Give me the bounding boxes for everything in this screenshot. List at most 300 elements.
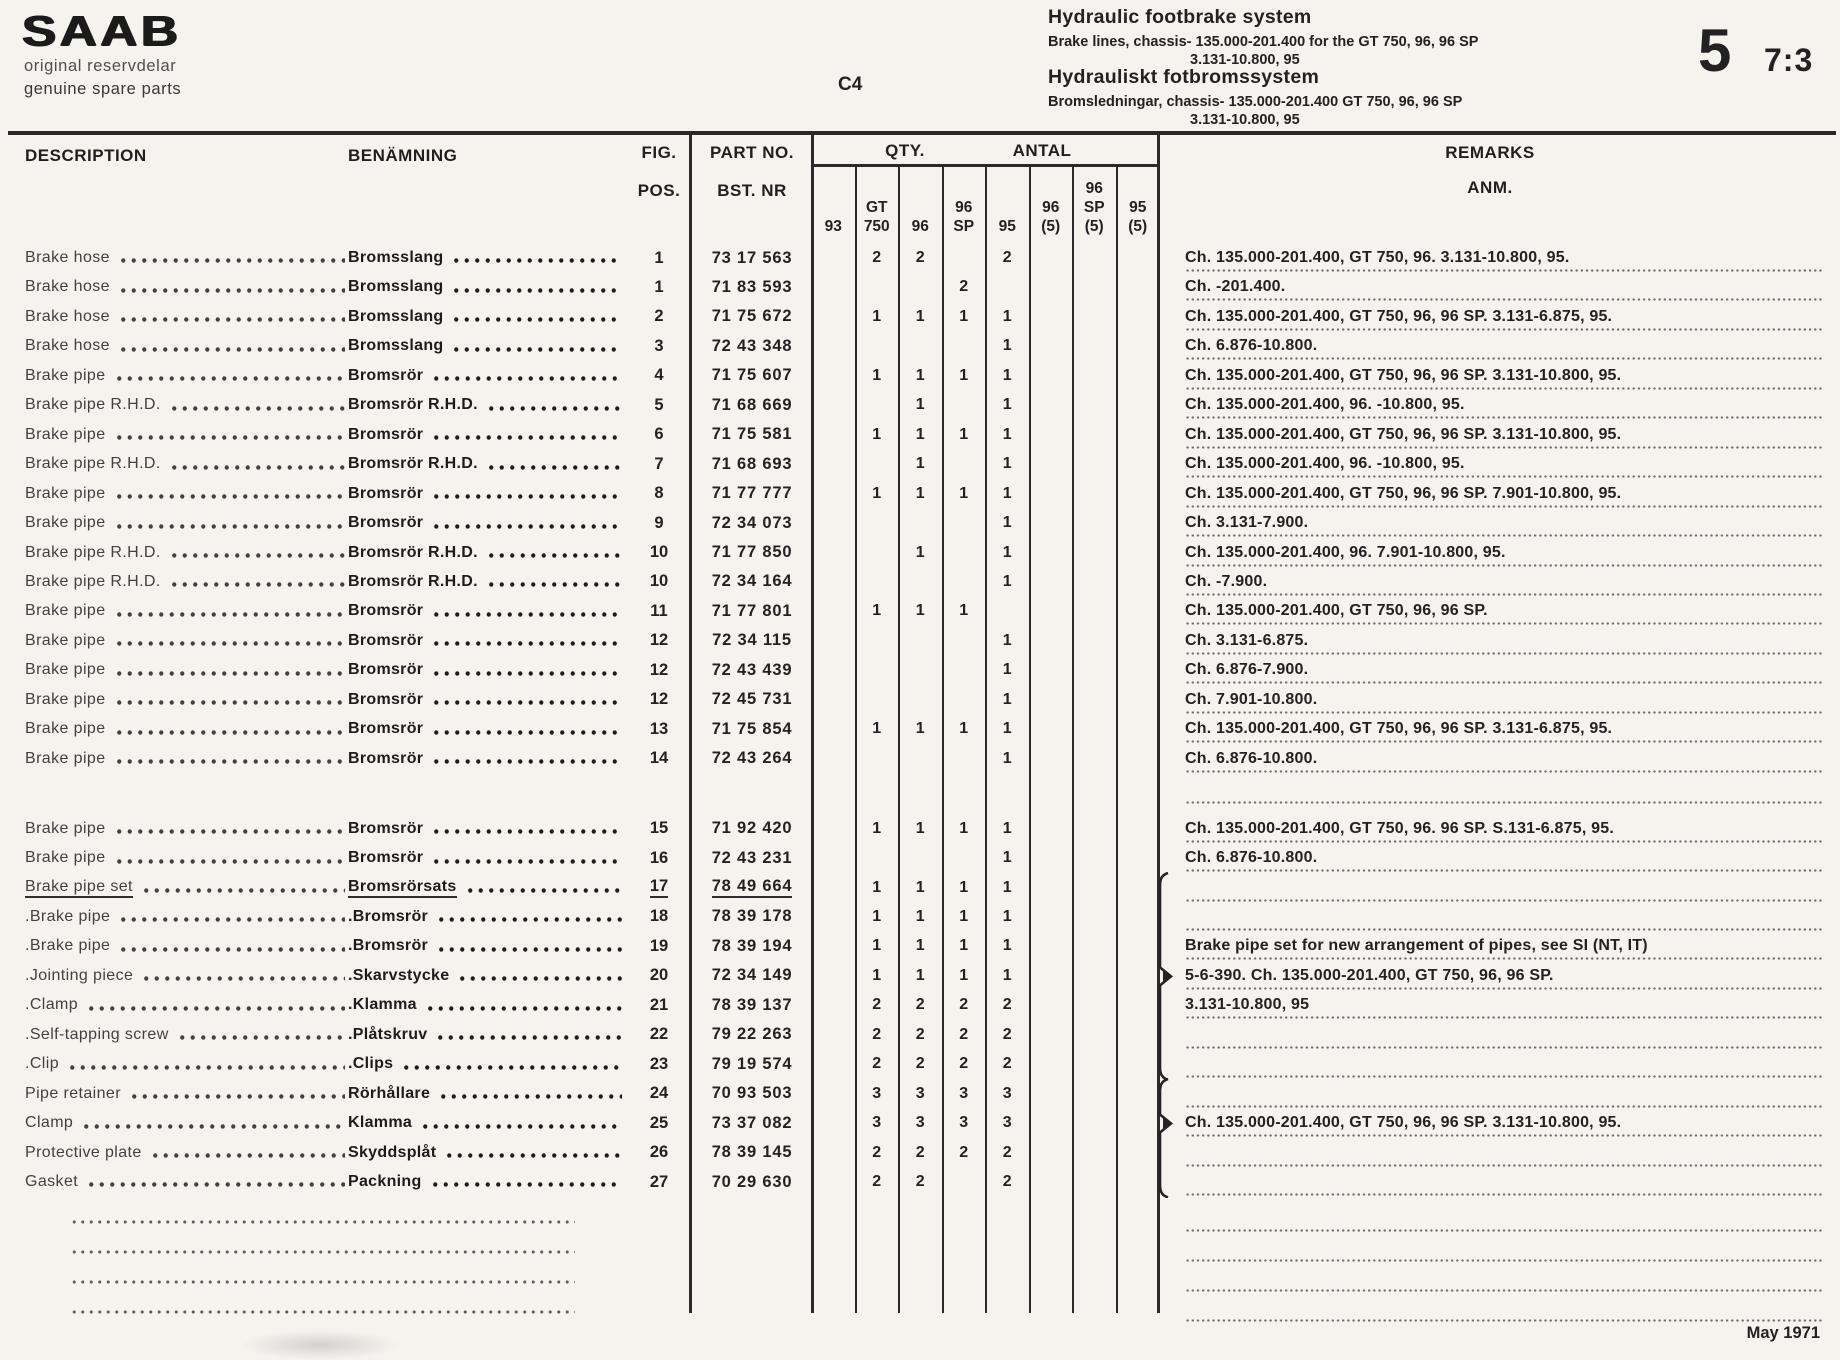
qty-cell (1029, 814, 1073, 844)
qty-cell (1029, 361, 1073, 391)
qty-cell: 1 (1002, 720, 1012, 738)
part-no-cell-text: 72 34 149 (711, 966, 793, 985)
qty-cell (1073, 961, 1117, 991)
remarks-cell: Ch. -201.400. (1185, 278, 1286, 296)
benamning-cell (348, 843, 624, 873)
fig-pos-cell-text: 23 (649, 1054, 669, 1073)
fig-pos-cell (630, 331, 688, 361)
fig-pos-cell-text: 9 (654, 513, 664, 532)
qty-cell: 1 (1002, 543, 1012, 561)
qty-cell (812, 873, 856, 903)
section-number: 5 (1698, 17, 1732, 84)
remarks-cell: Ch. 135.000-201.400, GT 750, 96, 96 SP. (1185, 602, 1488, 620)
header-anm: ANM. (1467, 178, 1513, 197)
description-cell (25, 449, 347, 479)
remarks-brace (1152, 1078, 1182, 1198)
qty-col-header-line: GT (865, 199, 888, 216)
qty-cell (1029, 479, 1073, 509)
qty-cell (1073, 1138, 1117, 1168)
fig-pos-cell (630, 814, 688, 844)
leader-dots (486, 538, 622, 568)
subtitle-english-2: 3.131-10.800, 95 (1190, 52, 1300, 68)
remarks-cell: Ch. 135.000-201.400, GT 750, 96, 96 SP. 7.901-10.800, 95. (1185, 484, 1622, 502)
leader-dots (431, 508, 622, 538)
qty-cell: 1 (872, 819, 882, 837)
qty-cell: 1 (872, 307, 882, 325)
leader-dots (435, 1020, 622, 1050)
qty-cell (1073, 331, 1117, 361)
fig-pos-cell-text: 4 (654, 366, 664, 385)
qty-cell: 1 (872, 425, 882, 443)
fig-pos-cell-text: 15 (649, 819, 669, 838)
qty-cell: 2 (915, 1055, 925, 1073)
benamning-cell (348, 873, 624, 903)
qty-cell: 3 (959, 1084, 969, 1102)
qty-cell: 2 (1002, 1025, 1012, 1043)
remarks-cell: Ch. 7.901-10.800. (1185, 690, 1318, 708)
leader-dots (67, 1049, 345, 1079)
benamning-cell-text: Bromsslang (348, 337, 444, 355)
leader-dots (451, 302, 622, 332)
fig-pos-cell-text: 2 (654, 307, 664, 326)
fig-pos-cell (630, 420, 688, 450)
benamning-cell-text: Packning (348, 1173, 422, 1190)
qty-cell: 1 (915, 966, 925, 984)
qty-cell (1073, 1049, 1117, 1079)
benamning-cell (348, 449, 624, 479)
benamning-cell (348, 744, 624, 774)
leader-dots (431, 714, 622, 744)
qty-cell (855, 538, 899, 568)
remarks-rule (1185, 769, 1823, 774)
benamning-cell (348, 508, 624, 538)
benamning-cell-text: Bromsrör R.H.D. (348, 455, 478, 473)
qty-cell: 1 (1002, 907, 1012, 925)
description-cell (25, 243, 347, 273)
empty-row (0, 1263, 1840, 1293)
description-cell-text: Gasket (25, 1173, 79, 1190)
qty-cell (1073, 902, 1117, 932)
part-no-cell (692, 626, 812, 656)
leader-dots (436, 931, 622, 961)
benamning-cell-text: Bromsrör R.H.D. (348, 543, 478, 561)
qty-cell: 1 (959, 878, 969, 896)
qty-cell: 2 (915, 1173, 925, 1190)
qty-cell (1073, 567, 1117, 597)
part-no-cell (692, 1108, 812, 1138)
qty-cell (812, 538, 856, 568)
empty-row-dots (70, 1219, 575, 1225)
table-row (0, 843, 1840, 873)
part-no-cell-text: 73 37 082 (711, 1113, 793, 1132)
qty-cell (1073, 390, 1117, 420)
fig-pos-cell (630, 744, 688, 774)
part-no-cell-text: 71 77 801 (711, 601, 793, 620)
benamning-cell-text: Bromsrör (348, 720, 424, 738)
description-cell-text: Brake pipe (25, 631, 106, 649)
header-benamning: BENÄMNING (348, 146, 458, 165)
fig-pos-cell-text: 14 (649, 749, 669, 768)
qty-cell (812, 1167, 856, 1197)
qty-cell (1116, 508, 1160, 538)
fig-pos-cell (630, 1049, 688, 1079)
qty-col-header-line: (5) (1041, 218, 1061, 235)
leader-dots (486, 390, 622, 420)
fig-pos-cell (630, 990, 688, 1020)
qty-cell: 2 (959, 996, 969, 1014)
benamning-cell-text: Bromsslang (348, 249, 444, 266)
qty-cell (942, 655, 986, 685)
qty-cell: 1 (1002, 878, 1012, 896)
description-cell (25, 626, 347, 656)
scan-smudge (240, 1330, 400, 1360)
fig-pos-cell (630, 626, 688, 656)
benamning-cell (348, 961, 624, 991)
benamning-cell (348, 390, 624, 420)
qty-cell (855, 508, 899, 538)
table-row (0, 1020, 1840, 1050)
qty-cell: 1 (872, 602, 882, 620)
part-no-cell-text: 72 34 164 (711, 572, 793, 591)
qty-cell: 2 (959, 278, 969, 296)
table-row (0, 449, 1840, 479)
qty-cell (1029, 272, 1073, 302)
benamning-cell (348, 1167, 624, 1197)
qty-cell: 3 (1002, 1084, 1012, 1102)
fig-pos-cell-text: 18 (649, 907, 669, 926)
fig-pos-cell (630, 931, 688, 961)
qty-cell (942, 538, 986, 568)
qty-cell (812, 567, 856, 597)
qty-cell (855, 390, 899, 420)
qty-cell (1073, 873, 1117, 903)
part-no-cell-text: 72 43 264 (711, 749, 793, 768)
qty-cell (1073, 1167, 1117, 1197)
qty-cell: 1 (959, 366, 969, 384)
description-cell (25, 843, 347, 873)
benamning-cell (348, 272, 624, 302)
table-row (0, 1049, 1840, 1079)
part-no-cell-text: 72 43 231 (711, 848, 793, 867)
part-no-cell-text: 79 19 574 (711, 1054, 793, 1073)
benamning-cell-text: Bromsrör (348, 661, 424, 679)
qty-cell (899, 843, 943, 873)
description-cell (25, 902, 347, 932)
fig-pos-cell (630, 479, 688, 509)
qty-cell (899, 626, 943, 656)
qty-cell (942, 626, 986, 656)
part-no-cell (692, 902, 812, 932)
qty-cell: 1 (959, 307, 969, 325)
leader-dots (444, 1138, 622, 1168)
qty-cell: 1 (915, 307, 925, 325)
description-cell-text: Pipe retainer (25, 1084, 121, 1102)
table-row (0, 420, 1840, 450)
description-cell-text: Brake pipe (25, 690, 106, 708)
benamning-cell-text: Bromsrör (348, 425, 424, 443)
page-reference: 7:3 (1764, 42, 1814, 78)
qty-cell (1116, 596, 1160, 626)
description-cell-text: Brake pipe (25, 514, 106, 532)
qty-col-header-line: (5) (1084, 218, 1104, 235)
qty-cell (1029, 390, 1073, 420)
fig-pos-cell-text: 12 (649, 631, 669, 650)
fig-pos-cell-text: 17 (650, 877, 668, 898)
title-english: Hydraulic footbrake system (1048, 6, 1312, 28)
qty-cell (1029, 873, 1073, 903)
benamning-cell-text: Bromsrör (348, 631, 424, 649)
description-cell-text: .Self-tapping screw (25, 1025, 169, 1043)
qty-col-header-line: 96 (1042, 199, 1060, 216)
qty-cell (1073, 361, 1117, 391)
leader-dots (114, 626, 346, 656)
qty-cell: 2 (872, 996, 882, 1014)
qty-col-header (986, 166, 1030, 236)
qty-cell (1073, 744, 1117, 774)
part-no-cell-text: 71 75 607 (711, 366, 793, 385)
qty-cell (942, 843, 986, 873)
table-row (0, 331, 1840, 361)
benamning-cell-text: Bromsrör (348, 514, 424, 532)
remarks-cell: Ch. 135.000-201.400, GT 750, 96, 96 SP. 3.131-10.800, 95. (1185, 366, 1622, 384)
remarks-cell: Brake pipe set for new arrangement of pipes, see SI (NT, IT) (1185, 937, 1648, 955)
part-no-cell-text: 71 75 581 (711, 425, 793, 444)
header-pos: POS. (637, 181, 681, 200)
qty-cell (1116, 714, 1160, 744)
fig-pos-cell (630, 361, 688, 391)
benamning-cell (348, 538, 624, 568)
qty-cell (1116, 744, 1160, 774)
qty-cell: 3 (1002, 1114, 1012, 1132)
qty-cell (1029, 1167, 1073, 1197)
description-cell (25, 714, 347, 744)
empty-row (0, 1233, 1840, 1263)
remarks-cell: Ch. 135.000-201.400, GT 750, 96, 96 SP. 3.131-6.875, 95. (1185, 307, 1613, 325)
benamning-cell-text: .Skarvstycke (348, 966, 450, 984)
qty-cell (812, 626, 856, 656)
table-row (0, 1079, 1840, 1109)
qty-cell (1029, 1108, 1073, 1138)
leader-dots (451, 331, 622, 361)
description-cell-text: .Jointing piece (25, 966, 134, 984)
qty-cell: 2 (915, 996, 925, 1014)
leader-dots (431, 685, 622, 715)
fig-pos-cell-text: 20 (649, 966, 669, 985)
qty-cell: 1 (959, 720, 969, 738)
remarks-cell: Ch. 3.131-7.900. (1185, 514, 1309, 532)
description-cell (25, 390, 347, 420)
description-cell-text: Brake pipe R.H.D. (25, 455, 161, 473)
qty-cell (812, 931, 856, 961)
table-row (0, 390, 1840, 420)
qty-cell (1073, 479, 1117, 509)
benamning-cell-text: Bromsrör (348, 366, 424, 384)
description-cell-text: Clamp (25, 1114, 74, 1132)
fig-pos-cell (630, 714, 688, 744)
qty-col-header-line: SP (953, 218, 975, 235)
qty-col-header (899, 166, 943, 236)
page-code: C4 (838, 74, 863, 95)
qty-cell (812, 1108, 856, 1138)
qty-col-header-line: 93 (824, 218, 842, 235)
leader-dots (486, 449, 622, 479)
leader-dots (169, 449, 345, 479)
remarks-cell: Ch. 3.131-6.875. (1185, 631, 1309, 649)
qty-cell (1029, 655, 1073, 685)
qty-cell: 1 (872, 366, 882, 384)
description-cell-text: Brake pipe (25, 819, 106, 837)
remarks-cell: 3.131-10.800, 95 (1185, 996, 1310, 1014)
remarks-cell: Ch. 135.000-201.400, GT 750, 96, 96 SP. 3.131-6.875, 95. (1185, 720, 1613, 738)
description-cell (25, 1108, 347, 1138)
description-cell (25, 567, 347, 597)
qty-cell: 2 (872, 1025, 882, 1043)
description-cell-text: Brake pipe R.H.D. (25, 543, 161, 561)
qty-cell: 2 (915, 1143, 925, 1161)
remarks-cell: Ch. 6.876-10.800. (1185, 337, 1318, 355)
qty-cell: 1 (872, 878, 882, 896)
qty-cell: 2 (1002, 1055, 1012, 1073)
fig-pos-cell-text: 19 (649, 936, 669, 955)
qty-cell (812, 1138, 856, 1168)
fig-pos-cell-text: 26 (649, 1143, 669, 1162)
fig-pos-cell (630, 272, 688, 302)
qty-cell (812, 714, 856, 744)
leader-dots (177, 1020, 345, 1050)
qty-cell (942, 449, 986, 479)
benamning-cell-text: Bromsslang (348, 307, 444, 325)
fig-pos-cell-text: 10 (649, 572, 669, 591)
qty-cell (899, 331, 943, 361)
benamning-cell (348, 420, 624, 450)
qty-cell (1116, 479, 1160, 509)
qty-cell (1029, 1020, 1073, 1050)
benamning-cell (348, 714, 624, 744)
part-no-cell (692, 302, 812, 332)
part-no-cell-text: 73 17 563 (711, 248, 793, 267)
remarks-rule (1185, 800, 1823, 805)
qty-cell (1116, 538, 1160, 568)
benamning-cell (348, 1020, 624, 1050)
leader-dots (114, 361, 346, 391)
table-row (0, 931, 1840, 961)
qty-cell (986, 272, 1030, 302)
qty-cell (942, 390, 986, 420)
leader-dots (114, 685, 346, 715)
fig-pos-cell (630, 873, 688, 903)
qty-cell: 2 (1002, 1173, 1012, 1190)
table-row (0, 596, 1840, 626)
part-no-cell-text: 72 43 439 (711, 660, 793, 679)
leader-dots (431, 843, 622, 873)
qty-cell: 1 (1002, 966, 1012, 984)
empty-row-dots (70, 1309, 575, 1315)
qty-cell (1029, 243, 1073, 273)
qty-cell (812, 655, 856, 685)
qty-cell (1029, 843, 1073, 873)
description-cell (25, 361, 347, 391)
qty-cell: 2 (1002, 996, 1012, 1014)
part-no-cell-text: 78 39 194 (711, 936, 793, 955)
description-cell (25, 479, 347, 509)
table-row (0, 508, 1840, 538)
qty-cell: 1 (1002, 514, 1012, 532)
qty-cell (1029, 1049, 1073, 1079)
qty-cell (942, 567, 986, 597)
qty-cell (855, 744, 899, 774)
benamning-cell (348, 990, 624, 1020)
leader-dots (118, 931, 345, 961)
qty-cell (942, 744, 986, 774)
description-cell (25, 1167, 347, 1197)
description-cell (25, 302, 347, 332)
part-no-cell-text: 72 45 731 (711, 690, 793, 709)
remarks-cell: Ch. 135.000-201.400, GT 750, 96, 96 SP. 3.131-10.800, 95. (1185, 425, 1622, 443)
table-row (0, 814, 1840, 844)
qty-cell: 1 (1002, 690, 1012, 708)
qty-cell: 3 (872, 1114, 882, 1132)
description-cell (25, 272, 347, 302)
leader-dots (431, 655, 622, 685)
leader-dots (431, 420, 622, 450)
table-row (0, 302, 1840, 332)
qty-cell: 1 (872, 907, 882, 925)
description-cell-text: Brake hose (25, 278, 110, 296)
description-cell-text: Brake pipe (25, 749, 106, 767)
leader-dots (118, 272, 345, 302)
leader-dots (169, 390, 345, 420)
qty-cell (1116, 331, 1160, 361)
footer-date: May 1971 (1746, 1324, 1820, 1342)
qty-cell (1116, 420, 1160, 450)
part-no-cell (692, 449, 812, 479)
qty-cell (942, 331, 986, 361)
qty-cell: 1 (1002, 425, 1012, 443)
description-cell-text: Brake hose (25, 307, 110, 325)
description-cell (25, 1079, 347, 1109)
qty-col-header-line: 95 (998, 218, 1016, 235)
qty-cell (1029, 420, 1073, 450)
benamning-cell (348, 626, 624, 656)
fig-pos-cell-text: 27 (649, 1172, 669, 1191)
qty-cell: 1 (915, 937, 925, 955)
benamning-cell-text: .Bromsrör (348, 937, 429, 955)
qty-cell (1073, 990, 1117, 1020)
qty-cell (812, 1049, 856, 1079)
qty-cell (1073, 420, 1117, 450)
leader-dots (114, 655, 346, 685)
qty-cell: 1 (915, 720, 925, 738)
leader-dots (114, 479, 346, 509)
leader-dots (114, 420, 346, 450)
description-cell-text: Brake pipe (25, 602, 106, 620)
gap-row (0, 775, 1840, 805)
fig-pos-cell-text: 22 (649, 1025, 669, 1044)
qty-cell (899, 508, 943, 538)
benamning-cell-text: Skyddsplåt (348, 1143, 437, 1161)
description-cell-text: Brake pipe R.H.D. (25, 396, 161, 414)
leader-dots (114, 714, 346, 744)
table-row (0, 873, 1840, 903)
qty-cell: 2 (872, 249, 882, 266)
qty-col-header-line: SP (1083, 199, 1105, 216)
qty-cell (812, 1020, 856, 1050)
qty-cell (1029, 685, 1073, 715)
qty-cell (812, 596, 856, 626)
fig-pos-cell-text: 12 (649, 690, 669, 709)
header-remarks: REMARKS (1445, 143, 1535, 162)
part-no-cell (692, 873, 812, 903)
